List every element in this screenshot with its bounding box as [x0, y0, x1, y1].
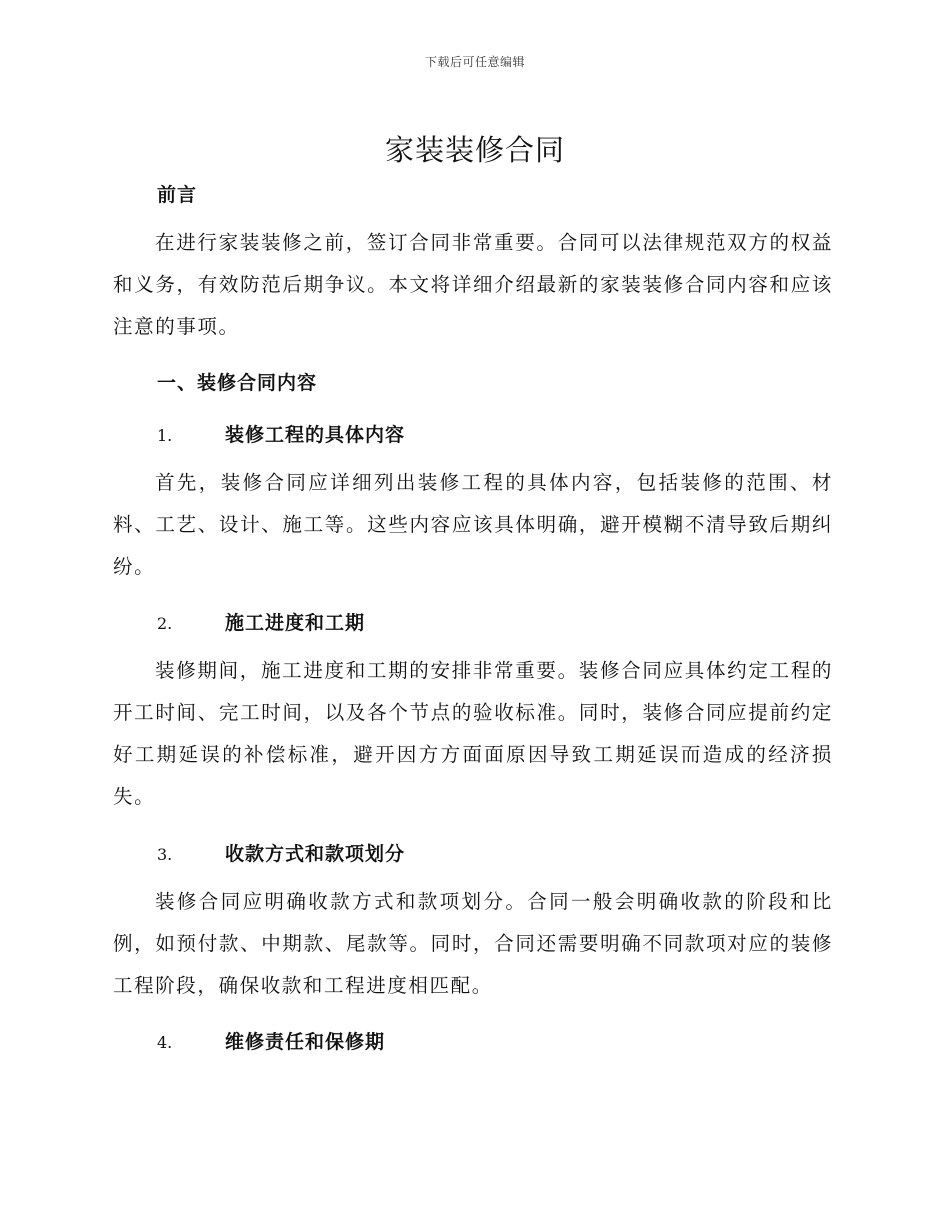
subsection-title: 收款方式和款项划分	[225, 843, 406, 865]
document-title: 家装装修合同	[384, 133, 565, 167]
preface-heading: 前言	[157, 184, 198, 206]
subsection-title: 装修工程的具体内容	[225, 424, 406, 446]
subsection-number: 4.	[157, 1033, 173, 1052]
section-heading: 一、装修合同内容	[157, 372, 318, 394]
subsection-heading-1	[157, 420, 405, 447]
subsection-paragraph-2: 装修期间，施工进度和工期的安排非常重要。装修合同应具体约定工程的开工时间、完工时间，以及各个节点的验收标准。同时，装修合同应提前约定好工期延误的补偿标准，避开因方方面面原因导致工期延误而造成的经济损失。	[113, 659, 833, 808]
subsection-paragraph-3: 装修合同应明确收款方式和款项划分。合同一般会明确收款的阶段和比例，如预付款、中期款、尾款等。同时，合同还需要明确不同款项对应的装修工程阶段，确保收款和工程进度相匹配。	[113, 890, 833, 997]
subsection-heading-3	[157, 839, 405, 866]
subsection-heading-2	[157, 608, 365, 635]
subsection-title: 维修责任和保修期	[225, 1031, 386, 1053]
subsection-number: 1.	[157, 426, 173, 445]
subsection-number: 2.	[157, 614, 173, 633]
preface-paragraph: 在进行家装装修之前，签订合同非常重要。合同可以法律规范双方的权益和义务，有效防范后期争议。本文将详细介绍最新的家装装修合同内容和应该注意的事项。	[113, 231, 833, 338]
header-note: 下载后可任意编辑	[424, 55, 525, 69]
subsection-title: 施工进度和工期	[225, 612, 366, 634]
subsection-heading-4	[157, 1027, 385, 1054]
subsection-number: 3.	[157, 845, 173, 864]
subsection-paragraph-1: 首先，装修合同应详细列出装修工程的具体内容，包括装修的范围、材料、工艺、设计、施工等。这些内容应该具体明确，避开模糊不清导致后期纠纷。	[113, 471, 833, 578]
